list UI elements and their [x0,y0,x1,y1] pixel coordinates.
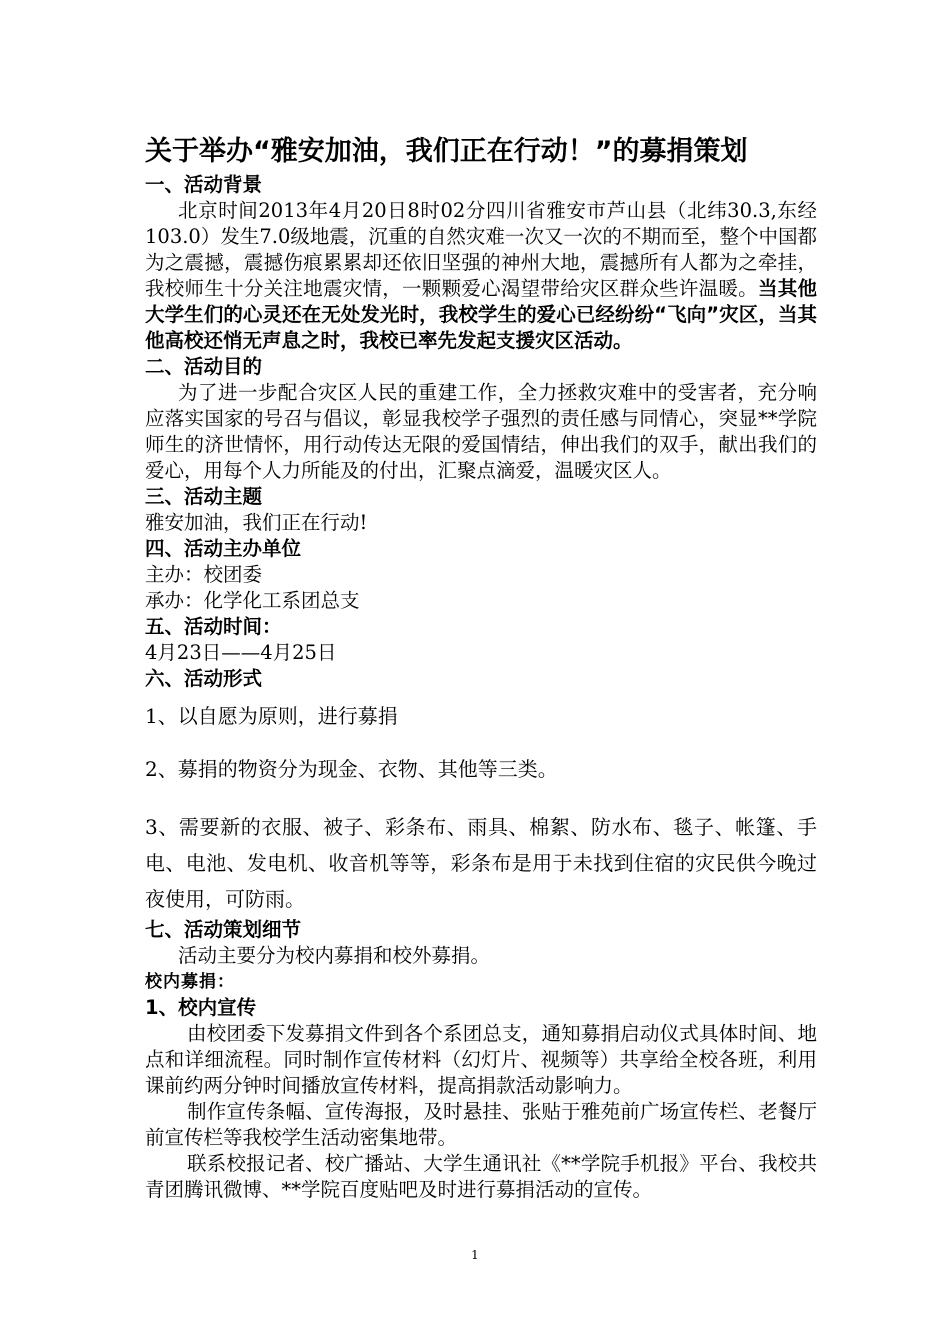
page-number: 1 [471,1248,479,1262]
background-paragraph [145,198,817,354]
background-bold-text: 当其他大学生们的心灵还在无处发光时，我校学生的爱心已经纷纷“飞向”灾区，当其他高校还悄无声息之时，我校已率先发起支援灾区活动。 [145,277,817,352]
section-heading-time: 五、活动时间： [145,615,282,638]
section-heading-details: 七、活动策划细节 [145,918,302,941]
promotion-paragraph-1: 由校团委下发募捐文件到各个系团总支，通知募捐启动仪式具体时间、地点和详细流程。同时制作宣传材料（幻灯片、视频等）共享给全校各班，利用课前约两分钟时间播放宣传材料，提高捐款活动影响力。 [145,1022,817,1097]
promotion-paragraph-2: 制作宣传条幅、宣传海报，及时悬挂、张贴于雅苑前广场宣传栏、老餐厅前宣传栏等我校学生活动密集地带。 [145,1100,817,1149]
format-item-2: 2、募捐的物资分为现金、衣物、其他等三类。 [145,757,558,781]
format-item-1: 1、以自愿为原则，进行募捐 [145,704,398,728]
organizer-text: 承办：化学化工系团总支 [145,589,360,612]
promotion-paragraph-3: 联系校报记者、校广播站、大学生通讯社《**学院手机报》平台、我校共青团腾讯微博、**学院百度贴吧及时进行募捐活动的宣传。 [145,1152,817,1201]
time-text: 4月23日——4月25日 [145,641,337,664]
on-campus-heading: 校内募捐： [145,972,235,992]
theme-text: 雅安加油，我们正在行动! [145,511,368,534]
campus-promotion-heading: 1、校内宣传 [145,996,257,1019]
section-heading-purpose: 二、活动目的 [145,355,263,378]
purpose-paragraph: 为了进一步配合灾区人民的重建工作，全力拯救灾难中的受害者，充分响应落实国家的号召与倡议，彰显我校学子强烈的责任感与同情心，突显**学院师生的济世情怀，用行动传达无限的爱国情结，伸出我们的双手，献出我们的爱心，用每个人力所能及的付出，汇聚点滴爱，温暖灾区人。 [145,381,817,482]
format-item-3: 3、需要新的衣服、被子、彩条布、雨具、棉絮、防水布、毯子、帐篷、手电、电池、发电机、收音机等等，彩条布是用于未找到住宿的灾民供今晚过夜使用，可防雨。 [145,815,817,911]
section-heading-format: 六、活动形式 [145,667,263,690]
document-title: 关于举办“雅安加油，我们正在行动！”的募捐策划 [145,136,748,167]
section-heading-organizers: 四、活动主办单位 [145,537,302,560]
background-text: 北京时间2013年4月20日8时02分四川省雅安市芦山县（北纬30.3,东经103.0）发生7.0级地震，沉重的自然灾难一次又一次的不期而至，整个中国都为之震撼，震撼伤痕累累却还依旧坚强的神州大地，震撼所有人都为之牵挂，我校师生十分关注地震灾情，一颗颗爱心渴望带给灾区群众些许温暖。 [145,199,817,300]
host-text: 主办：校团委 [145,563,263,586]
details-intro: 活动主要分为校内募捐和校外募捐。 [178,944,491,967]
document-body [145,132,817,1203]
section-heading-background: 一、活动背景 [145,173,263,196]
section-heading-theme: 三、活动主题 [145,485,263,508]
